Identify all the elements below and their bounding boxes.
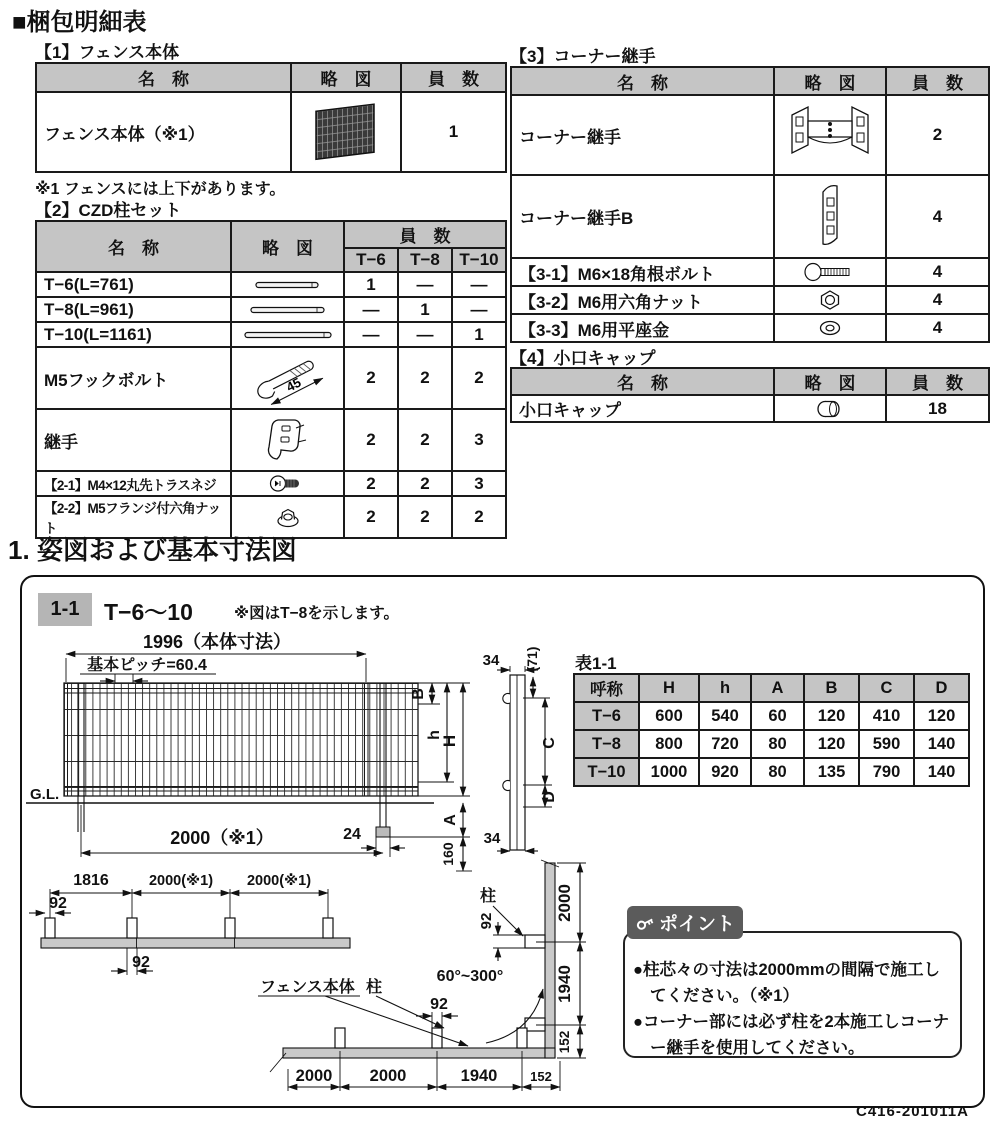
fence-body-label: フェンス本体 — [260, 979, 355, 996]
qty-cell: — — [452, 272, 506, 297]
dim-h1940: 1940 — [460, 1067, 498, 1085]
table4-col-name: 名 称 — [511, 368, 774, 395]
table2-col-qty: 員 数 — [344, 221, 506, 248]
table-row — [511, 95, 989, 175]
key-icon — [635, 913, 655, 933]
t11-name: T−6 — [574, 702, 639, 730]
qty-cell: 2 — [452, 496, 506, 538]
table4-caption: 【4】小口キャップ — [510, 349, 656, 368]
dim-h: h — [426, 730, 443, 740]
t11-h-C: C — [859, 674, 914, 702]
square-neck-bolt-sketch — [774, 258, 886, 286]
t11-val: 540 — [699, 702, 751, 730]
qty-cell: 2 — [398, 471, 452, 496]
table-row — [511, 395, 989, 422]
joint-clip-sketch — [231, 409, 344, 471]
t11-val: 140 — [914, 730, 969, 758]
qty-cell: 3 — [452, 471, 506, 496]
dim-h2000b: 2000 — [369, 1067, 407, 1085]
part-name: 【2-2】M5フランジ付六角ナット — [36, 496, 231, 538]
dim-24: 24 — [343, 826, 361, 843]
table-row — [36, 471, 506, 496]
table3-col-qty: 員 数 — [886, 67, 989, 95]
page-title: ■梱包明細表 — [12, 9, 147, 36]
part-name: コーナー継手 — [511, 95, 774, 175]
doc-code: C416-201011A — [856, 1103, 969, 1120]
table2-col-t6: T−6 — [344, 248, 398, 272]
dim-B: B — [410, 688, 427, 700]
t11-val: 120 — [914, 702, 969, 730]
t11-h-h: h — [699, 674, 751, 702]
table1-col-sketch: 略 図 — [291, 63, 401, 92]
table3-col-name: 名 称 — [511, 67, 774, 95]
table2-col-t10: T−10 — [452, 248, 506, 272]
table1-col-name: 名 称 — [36, 63, 291, 92]
qty-cell: 1 — [452, 322, 506, 347]
table-row — [36, 272, 506, 297]
packing-table-1 — [35, 62, 507, 173]
point-label: ポイント — [658, 914, 735, 935]
qty-cell: — — [344, 322, 398, 347]
table1-col-qty: 員 数 — [401, 63, 506, 92]
t11-val: 600 — [639, 702, 699, 730]
dim-92-post: 92 — [478, 912, 495, 930]
fence-panel-sketch — [291, 92, 401, 172]
figure-title: T−6～10 — [104, 599, 193, 625]
part-name: 【2-1】M4×12丸先トラスネジ — [36, 471, 231, 496]
packing-table-2 — [35, 220, 507, 539]
qty-cell: 2 — [344, 347, 398, 409]
part-name: T−6(L=761) — [36, 272, 231, 297]
table11-caption: 表1-1 — [575, 654, 617, 673]
t11-val: 920 — [699, 758, 751, 786]
figure-badge: 1-1 — [38, 593, 92, 626]
dim-92-corner: 92 — [430, 996, 448, 1013]
qty-cell: — — [398, 322, 452, 347]
dim-A: A — [442, 814, 459, 826]
qty-cell: 4 — [886, 314, 989, 342]
part-name: 小口キャップ — [511, 395, 774, 422]
t11-h-H: H — [639, 674, 699, 702]
t11-val: 80 — [751, 730, 804, 758]
t11-val: 120 — [804, 702, 859, 730]
part-name: コーナー継手B — [511, 175, 774, 258]
t11-val: 60 — [751, 702, 804, 730]
post-t8-sketch — [231, 297, 344, 322]
t11-val: 140 — [914, 758, 969, 786]
t11-val: 790 — [859, 758, 914, 786]
part-name: 継手 — [36, 409, 231, 471]
dim-92-top: 92 — [49, 895, 67, 912]
point-box — [623, 931, 962, 1058]
qty-cell: 2 — [886, 95, 989, 175]
table-row — [574, 702, 969, 730]
point-badge — [627, 906, 743, 939]
angle-label: 60°~300° — [436, 968, 504, 985]
figure-note: ※図はT−8を示します。 — [234, 605, 399, 622]
qty-cell: 4 — [886, 286, 989, 314]
t11-val: 410 — [859, 702, 914, 730]
dim-34-bottom: 34 — [483, 830, 501, 847]
table-row — [511, 314, 989, 342]
post-t6-sketch — [231, 272, 344, 297]
dim-H: H — [440, 734, 459, 748]
qty-cell: 3 — [452, 409, 506, 471]
table4-col-qty: 員 数 — [886, 368, 989, 395]
table-row — [511, 175, 989, 258]
end-cap-sketch — [774, 395, 886, 422]
t11-val: 80 — [751, 758, 804, 786]
dim-2000a: 2000(※1) — [148, 873, 214, 889]
qty-cell: 2 — [344, 471, 398, 496]
dim-pitch: 基本ピッチ=60.4 — [87, 657, 207, 674]
part-name: 【3-2】M6用六角ナット — [511, 286, 774, 314]
dim-2000b: 2000(※1) — [246, 873, 312, 889]
packing-table-3 — [510, 66, 990, 343]
table2-col-t8: T−8 — [398, 248, 452, 272]
table-row — [574, 730, 969, 758]
flat-washer-sketch — [774, 314, 886, 342]
part-name: 【3-3】M6用平座金 — [511, 314, 774, 342]
qty-cell: — — [344, 297, 398, 322]
hook-bolt-dim: 45 — [283, 374, 303, 395]
table-row — [36, 409, 506, 471]
table1-row-qty: 1 — [401, 92, 506, 172]
table1-note: ※1 フェンスには上下があります。 — [35, 181, 286, 198]
qty-cell: — — [452, 297, 506, 322]
table4-col-sketch: 略 図 — [774, 368, 886, 395]
table-row — [511, 258, 989, 286]
hook-bolt-sketch — [231, 347, 344, 409]
t11-val: 1000 — [639, 758, 699, 786]
qty-cell: 2 — [452, 347, 506, 409]
dim-v2000: 2000 — [555, 884, 574, 922]
qty-cell: 4 — [886, 258, 989, 286]
part-name: 【3-1】M6×18角根ボルト — [511, 258, 774, 286]
t11-val: 120 — [804, 730, 859, 758]
dim-v152: 152 — [557, 1030, 572, 1054]
table2-col-sketch: 略 図 — [231, 221, 344, 272]
qty-cell: 2 — [398, 409, 452, 471]
table1-row-name: フェンス本体（※1） — [36, 92, 291, 172]
t11-val: 135 — [804, 758, 859, 786]
table1-caption: 【1】フェンス本体 — [35, 43, 180, 62]
point-item: ●コーナー部には必ず柱を2本施工しコーナー継手を使用してください。 — [633, 1013, 950, 1057]
qty-cell: — — [398, 272, 452, 297]
dim-2000: 2000（※1） — [170, 828, 274, 848]
dimension-table-1-1 — [573, 673, 970, 787]
dim-C: C — [541, 737, 558, 749]
t11-name: T−8 — [574, 730, 639, 758]
t11-val: 800 — [639, 730, 699, 758]
packing-table-4 — [510, 367, 990, 423]
qty-cell: 2 — [398, 496, 452, 538]
truss-screw-sketch — [231, 471, 344, 496]
table2-col-name: 名 称 — [36, 221, 231, 272]
corner-post-label: 柱 — [479, 888, 497, 905]
t11-h-name: 呼称 — [574, 674, 639, 702]
gl-label: G.L. — [30, 786, 60, 803]
qty-cell: 1 — [398, 297, 452, 322]
qty-cell: 2 — [344, 409, 398, 471]
table-row — [574, 758, 969, 786]
table-row — [36, 297, 506, 322]
qty-cell: 2 — [344, 496, 398, 538]
post-label-2: 柱 — [366, 979, 383, 996]
hex-nut-sketch — [774, 286, 886, 314]
dim-1996: 1996（本体寸法） — [142, 632, 292, 652]
part-name: T−8(L=961) — [36, 297, 231, 322]
t11-val: 720 — [699, 730, 751, 758]
qty-cell: 18 — [886, 395, 989, 422]
t11-h-B: B — [804, 674, 859, 702]
part-name: T−10(L=1161) — [36, 322, 231, 347]
dim-160: 160 — [440, 842, 456, 866]
table-row — [36, 347, 506, 409]
table2-caption: 【2】CZD柱セット — [35, 201, 182, 220]
qty-cell: 1 — [344, 272, 398, 297]
t11-name: T−10 — [574, 758, 639, 786]
t11-val: 590 — [859, 730, 914, 758]
corner-joint-sketch — [774, 95, 886, 175]
dim-1816: 1816 — [73, 872, 109, 889]
qty-cell: 2 — [398, 347, 452, 409]
dim-h2000a: 2000 — [295, 1067, 333, 1085]
t11-h-D: D — [914, 674, 969, 702]
dim-34-top: 34 — [482, 652, 500, 669]
table3-col-sketch: 略 図 — [774, 67, 886, 95]
table3-caption: 【3】コーナー継手 — [510, 47, 656, 66]
part-name: M5フックボルト — [36, 347, 231, 409]
point-item: ●柱芯々の寸法は2000mmの間隔で施工してください。（※1） — [633, 961, 941, 1005]
dim-92-bottom: 92 — [132, 954, 150, 971]
table-row — [511, 286, 989, 314]
dim-D: D — [541, 791, 558, 803]
qty-cell: 4 — [886, 175, 989, 258]
corner-joint-b-sketch — [774, 175, 886, 258]
post-t10-sketch — [231, 322, 344, 347]
t11-h-A: A — [751, 674, 804, 702]
table-row — [36, 322, 506, 347]
dim-71: (71) — [524, 646, 540, 672]
dim-v1940: 1940 — [555, 965, 574, 1003]
dim-h152: 152 — [530, 1069, 552, 1084]
section-title: 1. 姿図および基本寸法図 — [8, 535, 297, 565]
